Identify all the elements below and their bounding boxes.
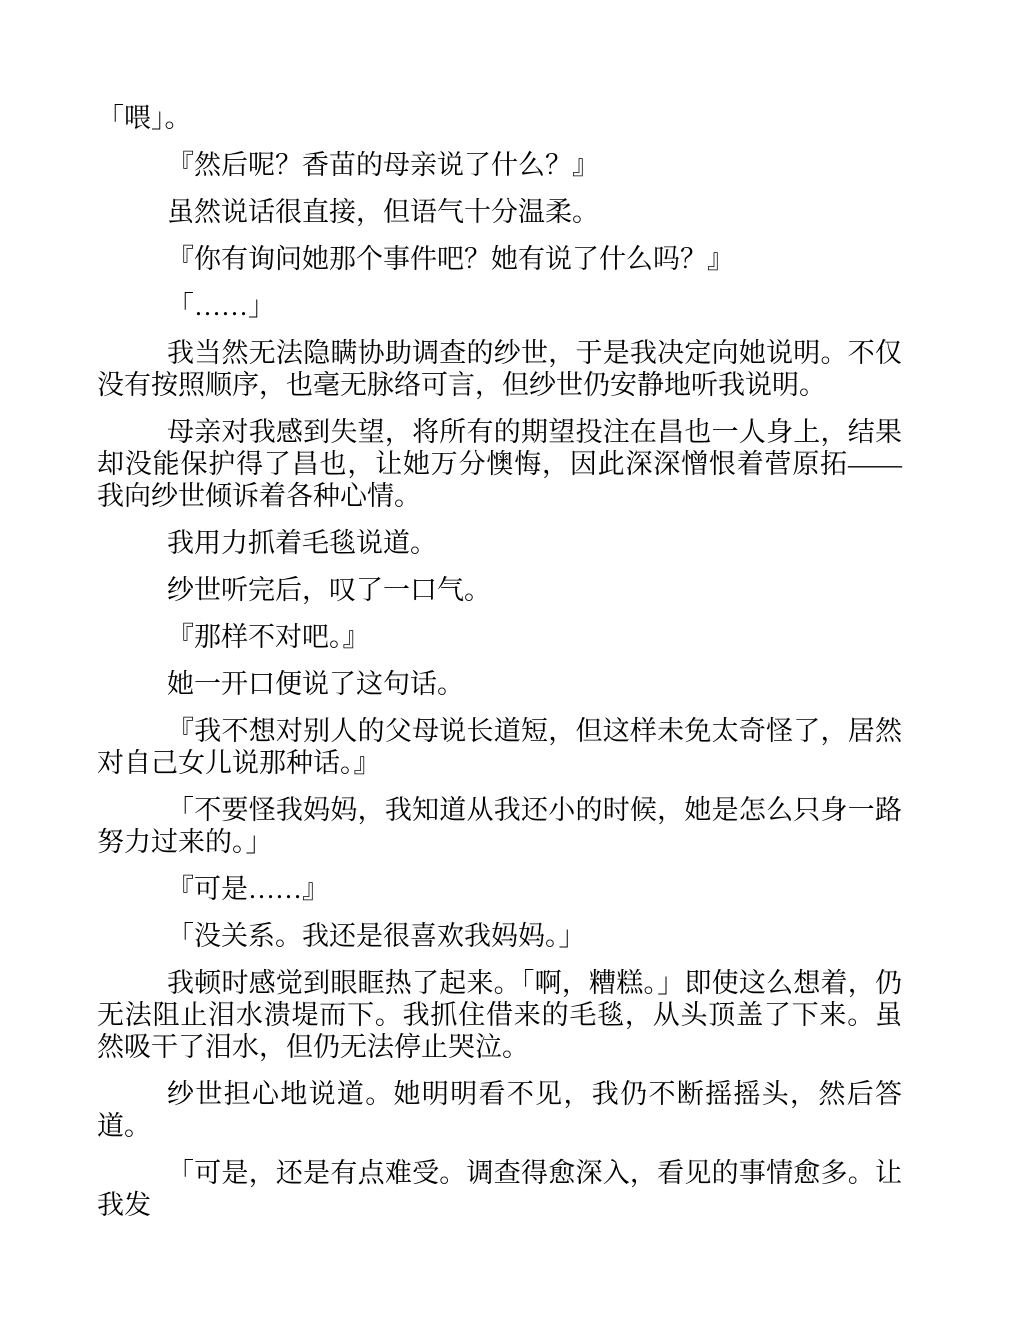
paragraph: 『你有询问她那个事件吧？她有说了什么吗？』 (167, 244, 734, 274)
paragraph: 纱世担心地说道。她明明看不见，我仍不断摇摇头，然后答道。 (97, 1079, 902, 1141)
paragraph: 我顿时感觉到眼眶热了起来。「啊，糟糕。」即使这么想着，仍无法阻止泪水溃堤而下。我抓住借来的毛毯，从头顶盖了下来。虽然吸干了泪水，但仍无法停止哭泣。 (97, 968, 902, 1062)
paragraph: 『然后呢？香苗的母亲说了什么？』 (167, 150, 599, 180)
paragraph: 母亲对我感到失望，将所有的期望投注在昌也一人身上，结果却没能保护得了昌也，让她万分懊悔，因此深深憎恨着菅原拓——我向纱世倾诉着各种心情。 (97, 417, 902, 511)
paragraph: 『我不想对别人的父母说长道短，但这样未免太奇怪了，居然对自己女儿说那种话。』 (97, 716, 902, 778)
paragraph: 她一开口便说了这句话。 (167, 669, 464, 699)
paragraph: 我当然无法隐瞒协助调查的纱世，于是我决定向她说明。不仅没有按照顺序，也毫无脉络可言，但纱世仍安静地听我说明。 (97, 338, 902, 400)
paragraph: 「没关系。我还是很喜欢我妈妈。」 (167, 921, 586, 951)
paragraph: 『那样不对吧。』 (167, 622, 370, 652)
paragraph: 虽然说话很直接，但语气十分温柔。 (167, 197, 599, 227)
paragraph: 纱世听完后，叹了一口气。 (167, 575, 491, 605)
paragraph: 『可是……』 (167, 874, 329, 904)
paragraph: 「不要怪我妈妈，我知道从我还小的时候，她是怎么只身一路努力过来的。」 (97, 795, 902, 857)
paragraph: 我用力抓着毛毯说道。 (167, 528, 437, 558)
paragraph: 「……」 (167, 291, 275, 321)
paragraph: 「可是，还是有点难受。调查得愈深入，看见的事情愈多。让我发 (97, 1158, 902, 1220)
paragraph: 「喂」。 (97, 103, 192, 133)
